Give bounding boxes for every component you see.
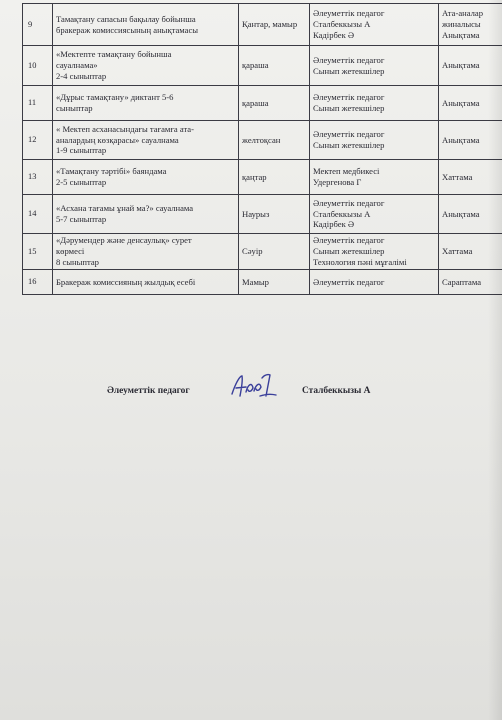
event-description-line: көрмесі — [56, 246, 85, 257]
event-time-cell — [239, 270, 310, 295]
responsible-cell — [310, 86, 439, 121]
responsible-cell — [310, 4, 439, 46]
event-description-line: «Дұрыс тамақтану» диктант 5-6 — [56, 92, 174, 103]
report-form-line: Анықтама — [442, 134, 480, 145]
event-time: Қантар, мамыр — [242, 19, 298, 30]
row-number: 13 — [28, 172, 37, 182]
row-number-cell — [23, 234, 53, 270]
responsible-line: Әлеуметтік педагог — [313, 92, 385, 103]
event-description-line: 2-4 сыныптар — [56, 70, 107, 81]
responsible-line: Әлеуметтік педагог — [313, 276, 385, 287]
responsible-line: Әлеуметтік педагог — [313, 54, 385, 65]
table-row — [23, 270, 502, 295]
row-number-cell — [23, 121, 53, 160]
event-description-cell — [53, 160, 239, 195]
row-number-cell — [23, 195, 53, 234]
responsible-cell — [310, 121, 439, 160]
event-time-cell — [239, 46, 310, 86]
responsible-line: Әлеуметтік педагог — [313, 129, 385, 140]
report-form-line: Анықтама — [442, 60, 480, 71]
event-time: желтоқсан — [242, 134, 281, 145]
event-time: қараша — [242, 97, 269, 108]
event-description-cell — [53, 4, 239, 46]
event-time: Сәуір — [242, 246, 263, 257]
report-form-line: Хаттама — [442, 171, 473, 182]
row-number: 15 — [28, 246, 37, 256]
event-description-cell — [53, 270, 239, 295]
responsible-line: Сынып жетекшілер — [313, 246, 385, 257]
report-form-line: Ата-аналар — [442, 8, 484, 19]
event-description-line: 1-9 сыныптар — [56, 145, 107, 156]
table-row — [23, 86, 502, 121]
responsible-cell — [310, 195, 439, 234]
event-description-line: 2-5 сыныптар — [56, 177, 107, 187]
event-time: қаңтар — [242, 171, 267, 182]
responsible-line: Мектеп медбикесі — [313, 166, 380, 177]
event-description-line: 8 сыныптар — [56, 256, 99, 267]
event-description-line: «Асхана тағамы ұнай ма?» сауалнама — [56, 203, 194, 214]
signer-name: Сталбеккызы А — [302, 386, 371, 396]
event-description-line: сыныптар — [56, 103, 93, 113]
row-number-cell — [23, 270, 53, 295]
event-description-cell — [53, 121, 239, 160]
row-number-cell — [23, 46, 53, 86]
responsible-cell — [310, 46, 439, 86]
plan-table — [22, 3, 502, 295]
event-description-line: Бракераж комиссияның жылдық есебі — [56, 276, 196, 287]
event-time-cell — [239, 234, 310, 270]
responsible-cell — [310, 270, 439, 295]
row-number: 12 — [28, 135, 37, 145]
row-number: 16 — [28, 277, 37, 287]
report-form-line: Сараптама — [442, 276, 482, 287]
responsible-line: Технология пәні мұғалімі — [313, 256, 407, 267]
event-description-line: « Мектеп асханасындағы тағамға ата- — [56, 123, 194, 134]
plan-table-body — [23, 4, 502, 295]
event-description-line: бракераж комиссиясының анықтамасы — [56, 24, 199, 35]
responsible-line: Әлеуметтік педагог — [313, 197, 385, 208]
signer-role: Әлеуметтік педагог — [107, 386, 190, 396]
responsible-line: Сынып жетекшілер — [313, 103, 385, 113]
event-description-line: «Тамақтану тәртібі» баяндама — [56, 166, 167, 177]
responsible-line: Удергенова Г — [313, 177, 362, 187]
event-description-cell — [53, 234, 239, 270]
responsible-line: Сынып жетекшілер — [313, 140, 385, 150]
row-number: 9 — [28, 19, 33, 29]
table-row — [23, 46, 502, 86]
handwritten-signature — [226, 372, 278, 402]
responsible-cell — [310, 234, 439, 270]
row-number-cell — [23, 160, 53, 195]
event-time: Наурыз — [242, 208, 270, 219]
table-row — [23, 195, 502, 234]
row-number: 14 — [28, 209, 37, 219]
event-description-cell — [53, 86, 239, 121]
event-description-line: аналардың көзқарасы» сауалнама — [56, 134, 179, 145]
responsible-line: Сталбеккызы А — [313, 208, 371, 219]
event-time: қараша — [242, 60, 269, 71]
event-time-cell — [239, 195, 310, 234]
responsible-line: Әлеуметтік педагог — [313, 235, 385, 246]
table-row — [23, 121, 502, 160]
report-form-line: Хаттама — [442, 246, 473, 257]
table-row — [23, 4, 502, 46]
responsible-cell — [310, 160, 439, 195]
signature-block — [0, 376, 502, 406]
event-description-line: 5-7 сыныптар — [56, 214, 107, 224]
event-description-cell — [53, 195, 239, 234]
event-time: Мамыр — [242, 276, 269, 287]
row-number-cell — [23, 4, 53, 46]
report-form-line: жиналысы — [442, 19, 481, 30]
report-form-line: Анықтама — [442, 208, 480, 219]
row-number: 10 — [28, 60, 37, 70]
responsible-line: Кадірбек Ә — [313, 29, 355, 40]
table-row — [23, 234, 502, 270]
table-row — [23, 160, 502, 195]
event-time-cell — [239, 4, 310, 46]
event-time-cell — [239, 160, 310, 195]
responsible-line: Кадірбек Ә — [313, 219, 355, 230]
paper-edge-shadow — [488, 0, 502, 720]
report-form-line: Анықтама — [442, 29, 480, 40]
responsible-line: Әлеуметтік педагог — [313, 8, 385, 19]
report-form-line: Анықтама — [442, 97, 480, 108]
responsible-line: Сынып жетекшілер — [313, 65, 385, 76]
event-description-line: Тамақтану сапасын бақылау бойынша — [56, 13, 196, 24]
event-description-line: сауалнама» — [56, 60, 98, 71]
event-description-line: «Мектепте тамақтану бойынша — [56, 49, 172, 60]
responsible-line: Сталбеккызы А — [313, 19, 371, 30]
event-description-cell — [53, 46, 239, 86]
event-description-line: «Дәрумендер және денсаулық» сурет — [56, 235, 192, 246]
event-time-cell — [239, 121, 310, 160]
row-number-cell — [23, 86, 53, 121]
event-time-cell — [239, 86, 310, 121]
row-number: 11 — [28, 98, 37, 108]
